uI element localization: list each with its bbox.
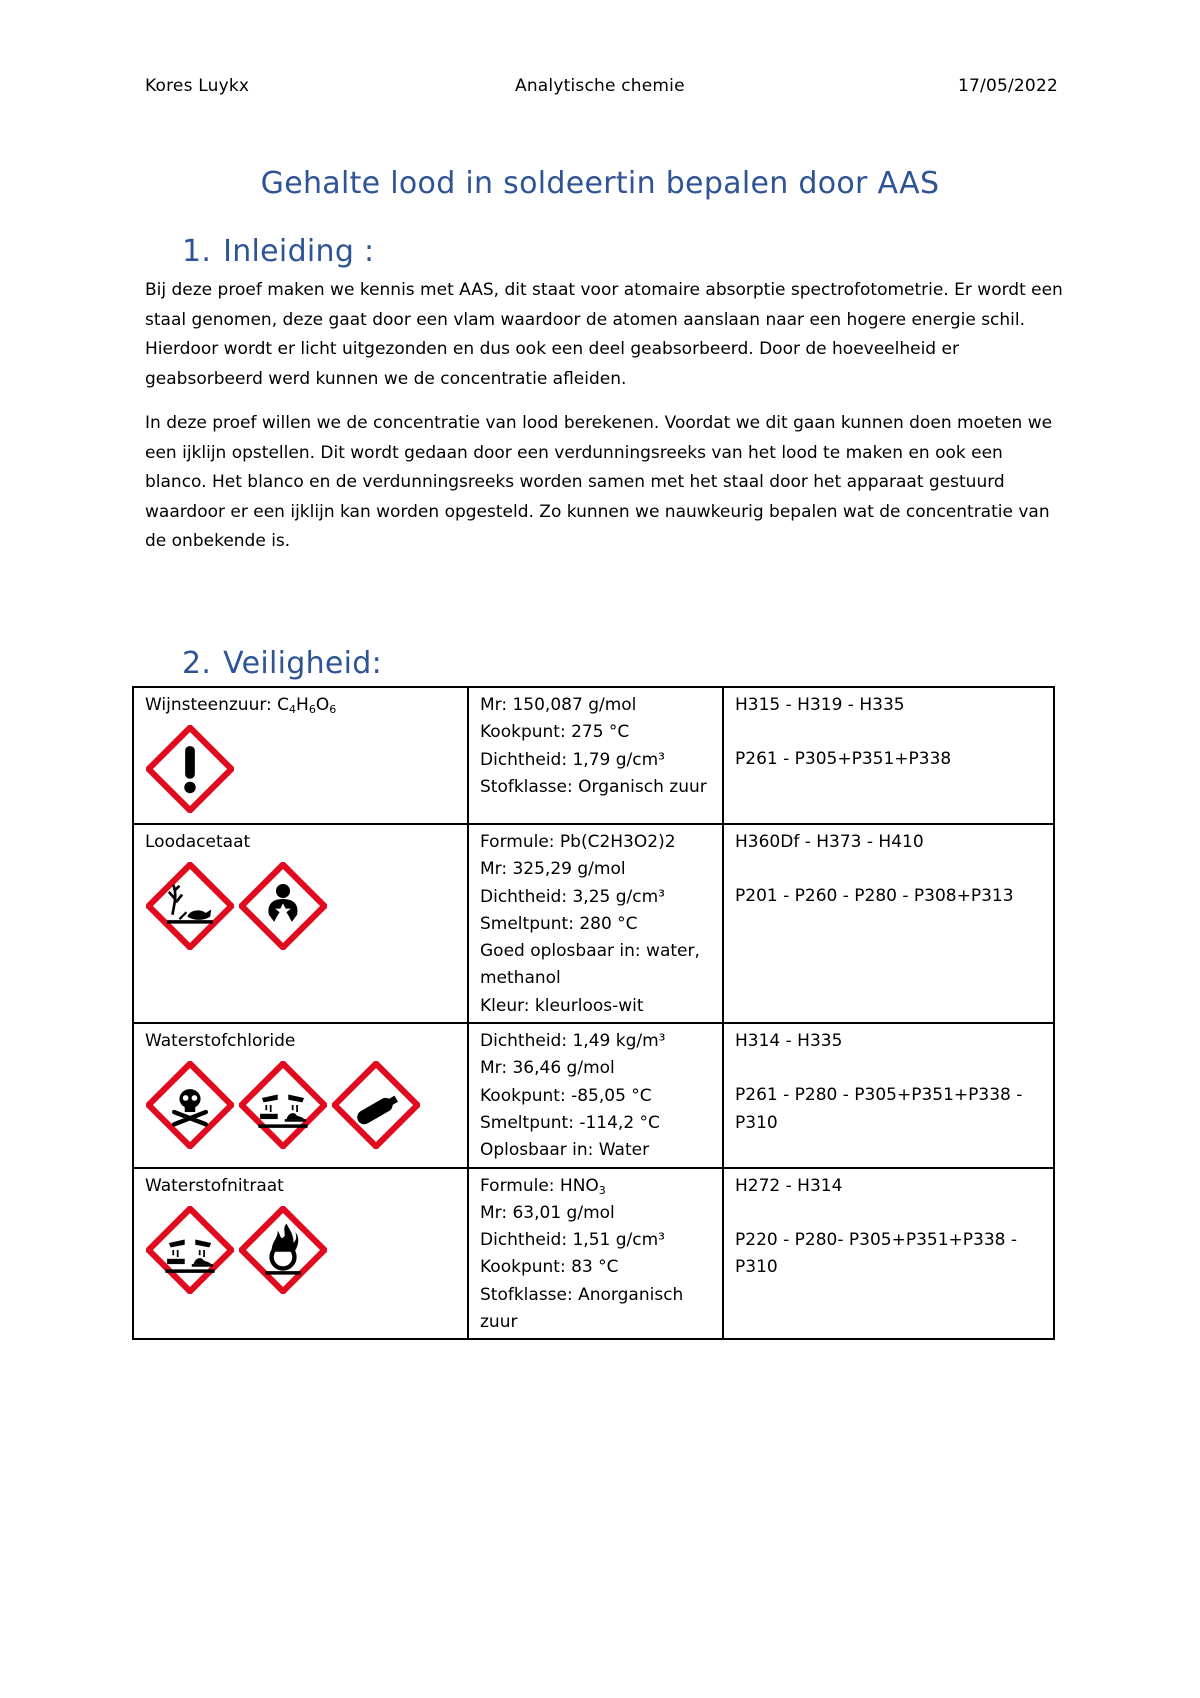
section-title: Inleiding :: [223, 234, 375, 269]
phrases-cell: [723, 1168, 1054, 1340]
skull-crossbones-icon: [146, 1061, 234, 1149]
substance-cell: [133, 1023, 468, 1167]
property: Dichtheid: 1,49 kg/m³: [480, 1031, 666, 1052]
property: Stofklasse: Organisch zuur: [480, 776, 707, 797]
property: Kleur: kleurloos-wit: [480, 995, 644, 1016]
property: Oplosbaar in: Water: [480, 1140, 650, 1161]
p-phrases: P261 - P280 - P305+P351+P338 - P310: [735, 1085, 1023, 1133]
properties-cell: [468, 687, 723, 824]
substance-cell: [133, 687, 468, 824]
property: Kookpunt: 275 °C: [480, 722, 630, 743]
oxidizer-icon: [239, 1206, 327, 1294]
property: Dichtheid: 3,25 g/cm³: [480, 886, 665, 907]
property: Kookpunt: -85,05 °C: [480, 1085, 652, 1106]
property: Dichtheid: 1,79 g/cm³: [480, 749, 665, 770]
substance-name: Waterstofnitraat: [145, 1175, 284, 1196]
property: Smeltpunt: 280 °C: [480, 913, 638, 934]
property: Stofklasse: Anorganisch zuur: [480, 1284, 684, 1333]
table-row: [133, 1168, 1054, 1340]
property: Goed oplosbaar in: water, methanol: [480, 941, 700, 989]
phrases-cell: [723, 1023, 1054, 1167]
properties-cell: [468, 1023, 723, 1167]
p-phrases: P201 - P260 - P280 - P308+P313: [735, 886, 1014, 907]
table-row: [133, 1023, 1054, 1167]
substance-name: Wijnsteenzuur: $C_4H_6O_6$: [145, 695, 337, 716]
table-row: [133, 687, 1054, 824]
table-row: [133, 824, 1054, 1023]
health-hazard-icon: [239, 862, 327, 950]
gas-cylinder-icon: [332, 1061, 420, 1149]
property: Kookpunt: 83 °C: [480, 1257, 619, 1278]
section-title: Veiligheid:: [223, 646, 383, 681]
phrases-cell: [723, 687, 1054, 824]
corrosive-icon: [239, 1061, 327, 1149]
substance-cell: [133, 824, 468, 1023]
intro-paragraph: Bij deze proef maken we kennis met AAS, dit staat voor atomaire absorptie spectrofotometrie. Er wordt een staal genomen, deze gaat door een vlam waardoor de atomen aanslaan naar een hogere energie schil. Hierdoor wordt er licht uitgezonden en dus ook een deel geabsorbeerd. Door de hoeveelheid er geabsorbeerd werd kunnen we de concentratie afleiden.: [145, 280, 1063, 389]
corrosive-icon: [146, 1206, 234, 1294]
page-title: Gehalte lood in soldeertin bepalen door AAS: [260, 166, 940, 201]
property: Formule: Pb(C2H3O2)2: [480, 832, 676, 852]
properties-cell: [468, 824, 723, 1023]
h-phrases: H314 - H335: [735, 1031, 843, 1052]
section-heading-veiligheid: [182, 646, 382, 681]
property: Mr: 36,46 g/mol: [480, 1058, 615, 1079]
h-phrases: H272 - H314: [735, 1175, 843, 1196]
header-author: Kores Luykx: [145, 76, 250, 96]
property: Mr: 63,01 g/mol: [480, 1202, 615, 1223]
section-number: 2.: [182, 646, 212, 681]
p-phrases: P220 - P280- P305+P351+P338 - P310: [735, 1229, 1018, 1278]
pictogram-group: [146, 1061, 457, 1149]
h-phrases: H360Df - H373 - H410: [735, 832, 924, 852]
pictogram-group: [146, 1206, 457, 1294]
section-number: 1.: [182, 234, 212, 269]
p-phrases: P261 - P305+P351+P338: [735, 749, 952, 770]
phrases-cell: [723, 824, 1054, 1023]
substance-name: Waterstofchloride: [145, 1031, 296, 1052]
substance-name: Loodacetaat: [145, 832, 251, 852]
property: Smeltpunt: -114,2 °C: [480, 1112, 660, 1133]
property: Mr: 150,087 g/mol: [480, 695, 637, 715]
property: Formule: $HNO_3$: [480, 1175, 606, 1197]
header-course: Analytische chemie: [515, 76, 685, 96]
safety-table: [132, 686, 1055, 1340]
header-date: 17/05/2022: [958, 76, 1058, 96]
substance-cell: [133, 1168, 468, 1340]
property: Dichtheid: 1,51 g/cm³: [480, 1230, 665, 1251]
pictogram-group: [146, 725, 457, 813]
exclamation-mark-icon: [146, 725, 234, 813]
intro-paragraph: In deze proef willen we de concentratie van lood berekenen. Voordat we dit gaan kunnen doen moeten we een ijklijn opstellen. Dit wordt gedaan door een verdunningsreeks van het lood te maken en ook een blanco. Het blanco en de verdunningsreeks worden samen met het staal door het apparaat gestuurd waardoor er een ijklijn kan worden opgesteld. Zo kunnen we nauwkeurig bepalen wat de concentratie van de onbekende is.: [145, 413, 1053, 551]
property: Mr: 325,29 g/mol: [480, 859, 626, 880]
h-phrases: H315 - H319 - H335: [735, 695, 905, 715]
properties-cell: [468, 1168, 723, 1340]
environment-hazard-icon: [146, 862, 234, 950]
section-heading-inleiding: [182, 234, 374, 269]
pictogram-group: [146, 862, 457, 950]
